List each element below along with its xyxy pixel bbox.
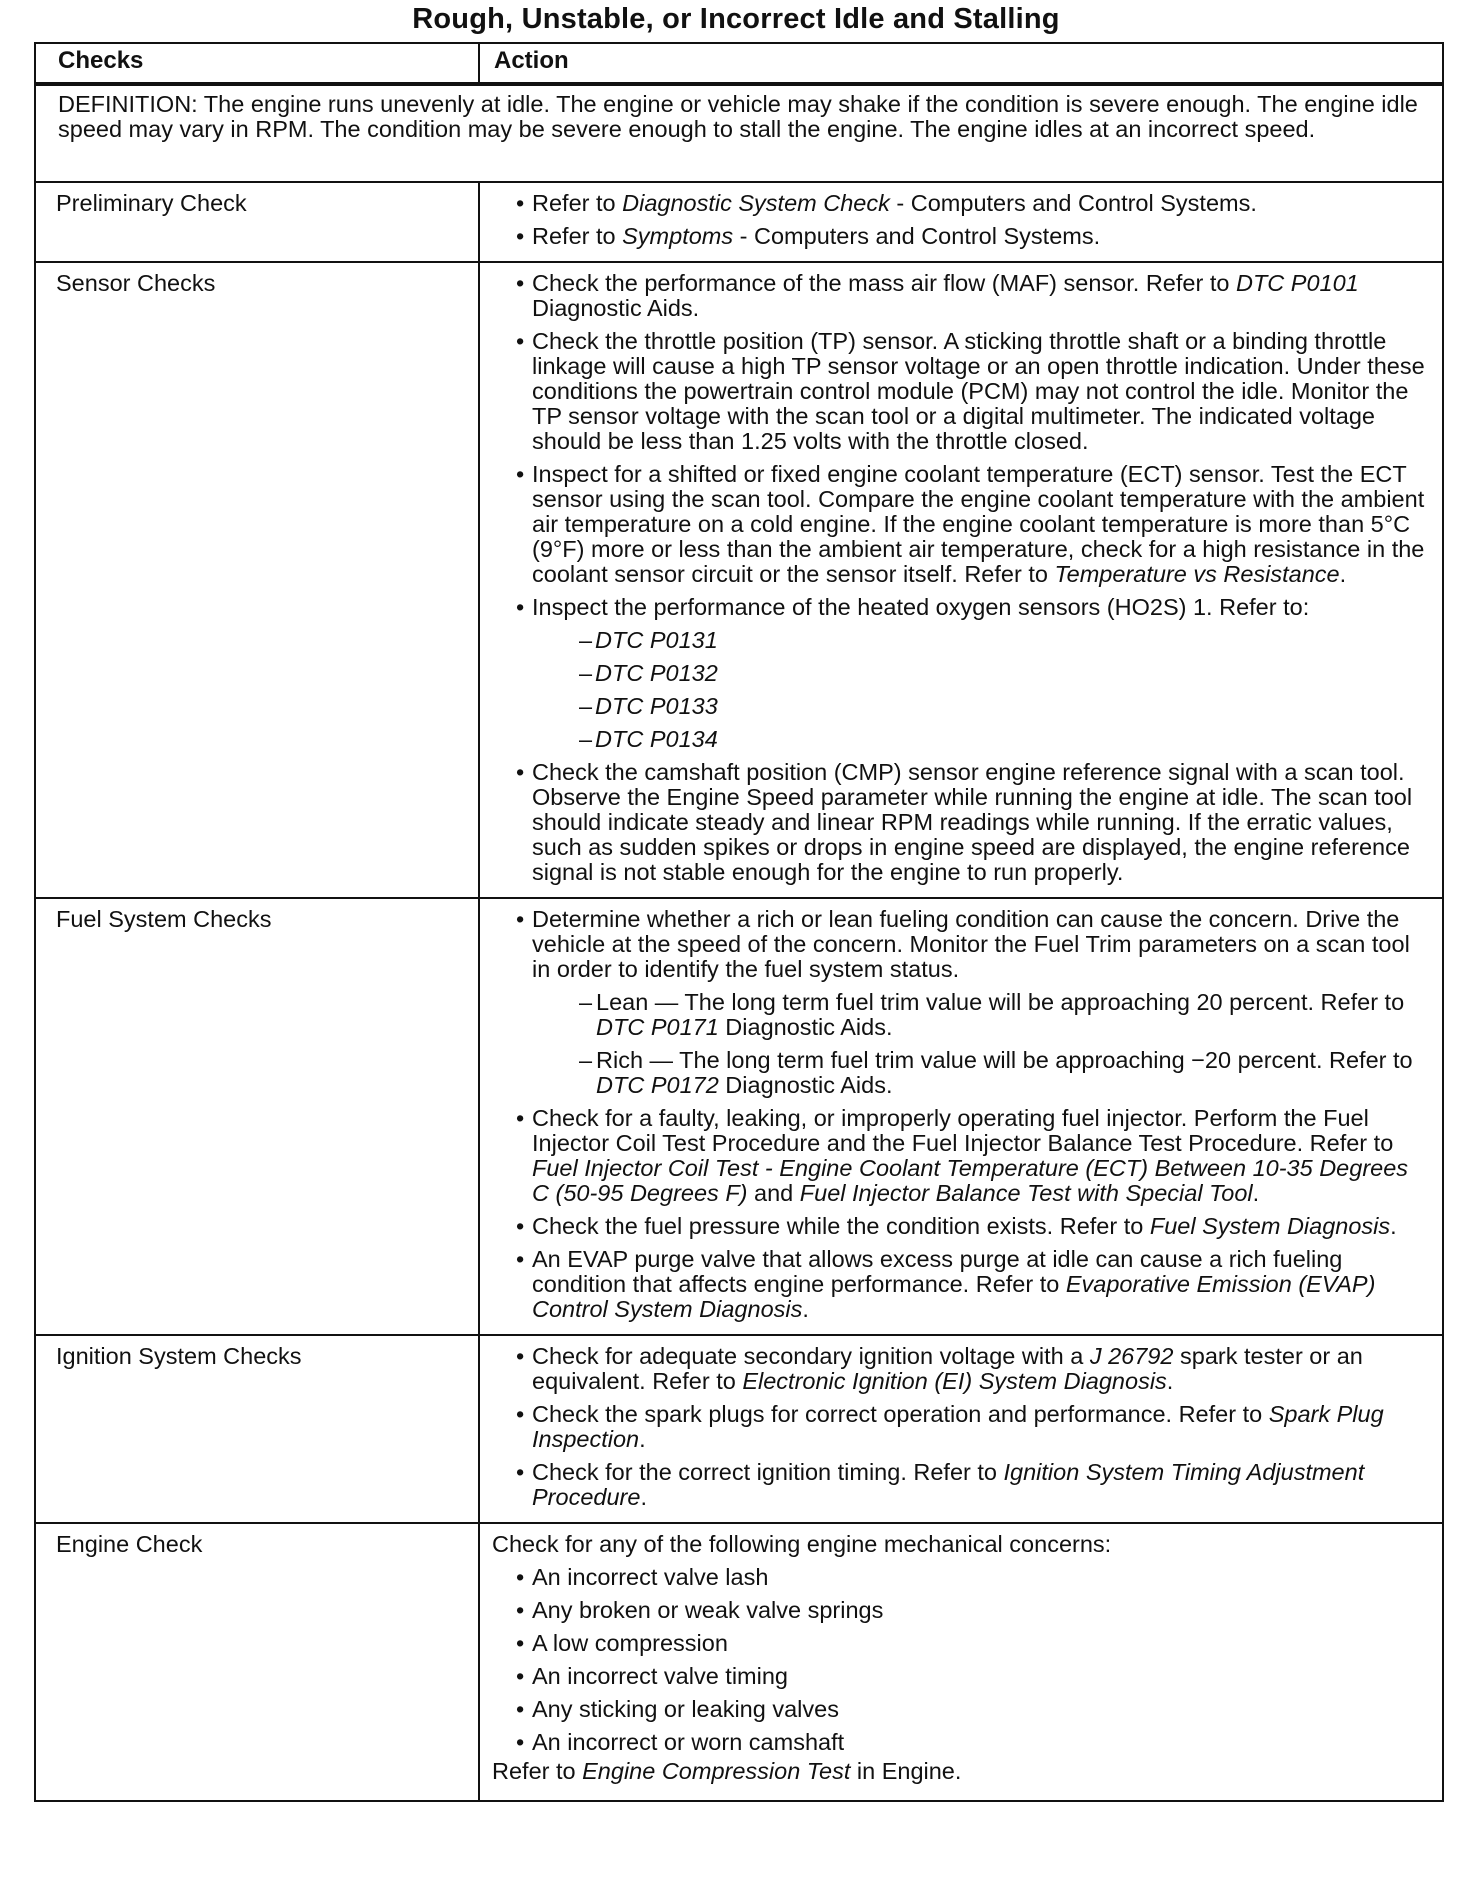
- check-label-fuel: Fuel System Checks: [35, 898, 479, 1335]
- list-item: • Check the spark plugs for correct operation and performance. Refer to Spark Plug Inspection.: [492, 1402, 1428, 1452]
- check-label-preliminary: Preliminary Check: [35, 182, 479, 262]
- list-item: • Check for a faulty, leaking, or improperly operating fuel injector. Perform the Fuel Injector Coil Test Procedure and the Fuel Injector Balance Test Procedure. Refer to Fuel Injector Coil Test - Engine Coolant Temperature (ECT) Between 10-35 Degrees C (50-95 Degrees F) and Fuel Injector Balance Test with Special Tool.: [492, 1106, 1428, 1206]
- action-cell: [479, 1335, 1443, 1523]
- list-item: • Check the camshaft position (CMP) sensor engine reference signal with a scan tool. Observe the Engine Speed parameter while running the engine at idle. The scan tool should indicate steady and linear RPM readings while running. If the erratic values, such as sudden spikes or drops in engine speed are displayed, the engine reference signal is not stable enough for the engine to run properly.: [492, 760, 1428, 885]
- dtc-item: – DTC P0131: [532, 628, 1428, 653]
- table-row: [35, 262, 1443, 898]
- header-row: [35, 43, 1443, 84]
- reference-link: Temperature vs Resistance: [1054, 561, 1340, 587]
- list-item: • Inspect the performance of the heated oxygen sensors (HO2S) 1. Refer to: – DTC P0131 – DTC P0132 – DTC P0133 – DTC P0134: [492, 595, 1428, 752]
- sub-item: – Rich — The long term fuel trim value will be approaching −20 percent. Refer to DTC P0172 Diagnostic Aids.: [532, 1048, 1428, 1098]
- reference-link: Spark Plug Inspection: [532, 1401, 1384, 1452]
- reference-link: Fuel Injector Balance Test with Special Tool: [799, 1180, 1253, 1206]
- list-item: • Refer to Symptoms - Computers and Control Systems.: [492, 224, 1428, 249]
- sub-item: – Lean — The long term fuel trim value will be approaching 20 percent. Refer to DTC P0171 Diagnostic Aids.: [532, 990, 1428, 1040]
- action-header: Action: [479, 43, 1443, 84]
- list-item: • An EVAP purge valve that allows excess purge at idle can cause a rich fueling condition that affects engine performance. Refer to Evaporative Emission (EVAP) Control System Diagnosis.: [492, 1247, 1428, 1322]
- page-title: Rough, Unstable, or Incorrect Idle and Stalling: [412, 3, 1060, 35]
- check-label-sensor: Sensor Checks: [35, 262, 479, 898]
- reference-link: DTC P0172: [596, 1072, 719, 1098]
- reference-link: Engine Compression Test: [582, 1758, 851, 1784]
- reference-link: Fuel Injector Coil Test - Engine Coolant Temperature (ECT) Between 10-35 Degrees C (50-95 Degrees F): [532, 1155, 1409, 1206]
- list-item: • Check the fuel pressure while the condition exists. Refer to Fuel System Diagnosis.: [492, 1214, 1428, 1239]
- list-item: • Check the throttle position (TP) sensor. A sticking throttle shaft or a binding throttle linkage will cause a high TP sensor voltage or an open throttle indication. Under these conditions the powertrain control module (PCM) may not control the idle. Monitor the TP sensor voltage with the scan tool or a digital multimeter. The indicated voltage should be less than 1.25 volts with the throttle closed.: [492, 329, 1428, 454]
- list-item: • An incorrect valve lash: [492, 1565, 1428, 1590]
- table-row: [35, 1335, 1443, 1523]
- table-row: [35, 898, 1443, 1335]
- list-item: • An incorrect valve timing: [492, 1664, 1428, 1689]
- tool-number: J 26792: [1089, 1343, 1174, 1369]
- reference-link: Ignition System Timing Adjustment Procedure: [532, 1459, 1365, 1510]
- list-item: • Any broken or weak valve springs: [492, 1598, 1428, 1623]
- list-item: • Any sticking or leaking valves: [492, 1697, 1428, 1722]
- reference-link: Evaporative Emission (EVAP) Control System Diagnosis: [532, 1271, 1376, 1322]
- reference-link: DTC P0101: [1235, 270, 1359, 296]
- list-item: • Check the performance of the mass air flow (MAF) sensor. Refer to DTC P0101 Diagnostic Aids.: [492, 271, 1428, 321]
- dtc-item: – DTC P0133: [532, 694, 1428, 719]
- dtc-item: – DTC P0134: [532, 727, 1428, 752]
- reference-link: DTC P0171: [596, 1014, 719, 1040]
- list-item: • Check for the correct ignition timing. Refer to Ignition System Timing Adjustment Procedure.: [492, 1460, 1428, 1510]
- list-item: • Inspect for a shifted or fixed engine coolant temperature (ECT) sensor. Test the ECT sensor using the scan tool. Compare the engine coolant temperature with the ambient air temperature on a cold engine. If the engine coolant temperature is more than 5°C (9°F) more or less than the ambient air temperature, check for a high resistance in the coolant sensor circuit or the sensor itself. Refer to Temperature vs Resistance.: [492, 462, 1428, 587]
- reference-link: Fuel System Diagnosis: [1149, 1213, 1391, 1239]
- definition-row: [35, 84, 1443, 182]
- action-cell: [479, 1523, 1443, 1801]
- check-label-engine: Engine Check: [35, 1523, 479, 1801]
- checks-header: Checks: [35, 43, 479, 84]
- list-item: • Determine whether a rich or lean fueling condition can cause the concern. Drive the vehicle at the speed of the concern. Monitor the Fuel Trim parameters on a scan tool in order to identify the fuel system status. – Lean — The long term fuel trim value will be approaching 20 percent. Refer to DTC P0171 Diagnostic Aids. – Rich — The long term fuel trim value will be approaching −20 percent. Refer to DTC P0172 Diagnostic Aids.: [492, 907, 1428, 1098]
- dtc-item: – DTC P0132: [532, 661, 1428, 686]
- table-row: [35, 1523, 1443, 1801]
- reference-link: Symptoms: [622, 223, 734, 249]
- list-item: • Refer to Diagnostic System Check - Computers and Control Systems.: [492, 191, 1428, 216]
- engine-refer: Refer to Engine Compression Test in Engine.: [492, 1758, 962, 1784]
- diagnostic-table: [34, 42, 1444, 1802]
- action-cell: [479, 898, 1443, 1335]
- action-cell: [479, 182, 1443, 262]
- engine-intro: Check for any of the following engine mechanical concerns:: [492, 1531, 1112, 1557]
- reference-link: Diagnostic System Check: [622, 190, 890, 216]
- list-item: • An incorrect or worn camshaft: [492, 1730, 1428, 1755]
- check-label-ignition: Ignition System Checks: [35, 1335, 479, 1523]
- table-row: [35, 182, 1443, 262]
- action-cell: [479, 262, 1443, 898]
- definition-text: DEFINITION: The engine runs unevenly at idle. The engine or vehicle may shake if the condition is severe enough. The engine idle speed may vary in RPM. The condition may be severe enough to stall the engine. The engine idles at an incorrect speed.: [35, 84, 1443, 182]
- list-item: • Check for adequate secondary ignition voltage with a J 26792 spark tester or an equivalent. Refer to Electronic Ignition (EI) System Diagnosis.: [492, 1344, 1428, 1394]
- list-item: • A low compression: [492, 1631, 1428, 1656]
- reference-link: Electronic Ignition (EI) System Diagnosis: [742, 1368, 1167, 1394]
